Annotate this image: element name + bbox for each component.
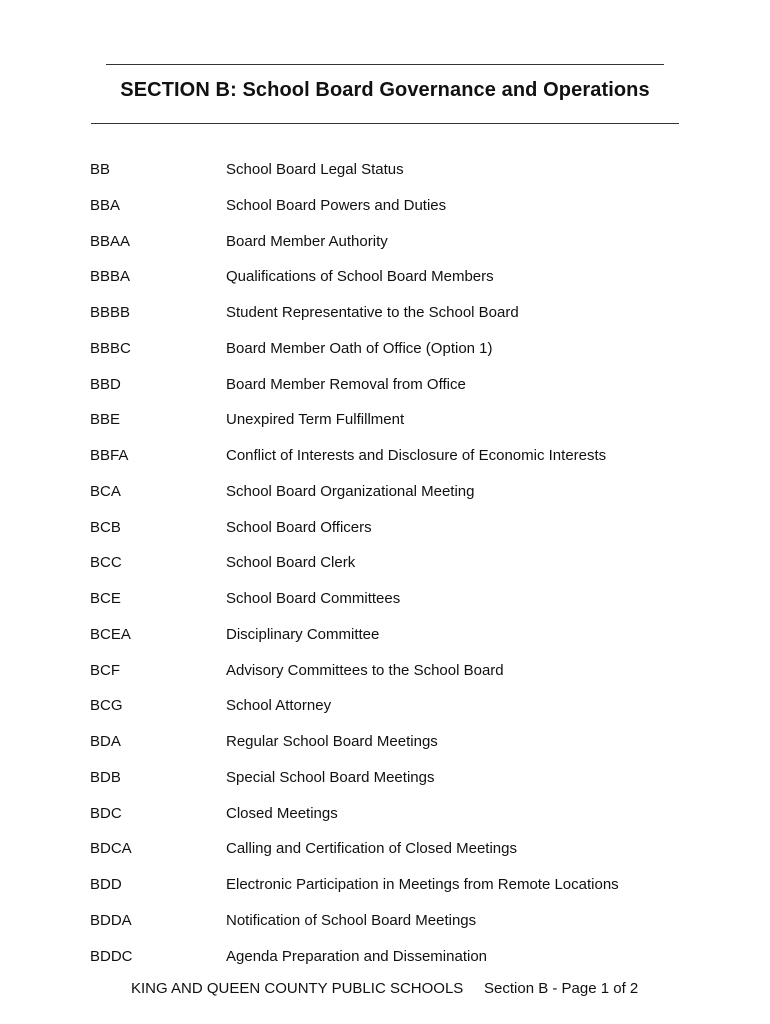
policy-title: School Board Clerk (226, 554, 356, 572)
policy-code: BB (90, 161, 111, 178)
policy-code: BBA (90, 196, 121, 214)
policy-row (0, 409, 770, 431)
policy-row (0, 660, 770, 682)
policy-code: BCB (90, 518, 121, 536)
policy-title: School Board Legal Status (226, 161, 404, 178)
policy-code: BDCA (90, 840, 132, 858)
policy-code: BCA (90, 482, 121, 500)
policy-title: Calling and Certification of Closed Meetings (226, 840, 517, 858)
policy-code: BCEA (90, 625, 131, 643)
policy-row (0, 231, 770, 253)
policy-row (0, 624, 770, 646)
page-footer (0, 979, 770, 999)
policy-row (0, 374, 770, 396)
policy-code: BBBB (90, 304, 131, 321)
policy-code: BDB (90, 768, 121, 786)
policy-title: Unexpired Term Fulfillment (226, 411, 405, 429)
policy-code: BBFA (90, 447, 129, 464)
footer-district-name: KING AND QUEEN COUNTY PUBLIC SCHOOLS (131, 980, 464, 997)
policy-title: Board Member Removal from Office (226, 375, 466, 393)
top-divider (106, 64, 664, 65)
policy-code: BDA (90, 733, 121, 750)
policy-row (0, 445, 770, 467)
policy-code: BDD (90, 876, 122, 893)
policy-title: Closed Meetings (226, 804, 338, 822)
policy-row (0, 838, 770, 860)
policy-row (0, 767, 770, 789)
policy-title: Qualifications of School Board Members (226, 268, 494, 286)
policy-code: BBBA (90, 268, 131, 286)
policy-code: BDDA (90, 911, 132, 929)
policy-row (0, 195, 770, 217)
policy-code: BBE (90, 411, 121, 429)
policy-title: Disciplinary Committee (226, 625, 380, 643)
policy-row (0, 946, 770, 968)
policy-row (0, 695, 770, 717)
policy-code: BCF (90, 661, 120, 679)
policy-title: School Board Officers (226, 518, 372, 536)
policy-row (0, 552, 770, 574)
policy-code: BBBC (90, 339, 131, 357)
policy-code: BCG (90, 697, 123, 715)
policy-title: Regular School Board Meetings (226, 733, 438, 750)
policy-title: Student Representative to the School Board (226, 304, 519, 321)
policy-title: Agenda Preparation and Dissemination (226, 947, 487, 965)
policy-title: School Board Powers and Duties (226, 196, 447, 214)
policy-row (0, 874, 770, 896)
policy-title: School Board Committees (226, 590, 401, 607)
policy-row (0, 803, 770, 825)
policy-title: School Board Organizational Meeting (226, 482, 475, 500)
section-title: SECTION B: School Board Governance and Operations (120, 79, 650, 101)
policy-row (0, 481, 770, 503)
policy-title: Board Member Oath of Office (Option 1) (226, 339, 493, 357)
policy-row (0, 910, 770, 932)
policy-row (0, 731, 770, 753)
policy-code: BCE (90, 590, 121, 607)
footer-page-number: Section B - Page 1 of 2 (484, 980, 639, 997)
policy-row (0, 588, 770, 610)
policy-title: Special School Board Meetings (226, 768, 435, 786)
policy-title: Notification of School Board Meetings (226, 911, 477, 929)
policy-title: School Attorney (226, 697, 332, 715)
policy-code: BDC (90, 804, 122, 822)
title-divider (91, 123, 679, 124)
policy-title: Conflict of Interests and Disclosure of Economic Interests (226, 447, 607, 464)
policy-row (0, 266, 770, 288)
policy-code: BBD (90, 375, 121, 393)
policy-row (0, 159, 770, 181)
policy-title: Electronic Participation in Meetings from Remote Locations (226, 876, 619, 893)
policy-code: BBAA (90, 232, 131, 250)
policy-row (0, 338, 770, 360)
policy-code: BDDC (90, 947, 133, 965)
policy-row (0, 517, 770, 539)
policy-title: Advisory Committees to the School Board (226, 661, 504, 679)
policy-title: Board Member Authority (226, 232, 388, 250)
policy-code: BCC (90, 554, 122, 572)
policy-row (0, 302, 770, 324)
